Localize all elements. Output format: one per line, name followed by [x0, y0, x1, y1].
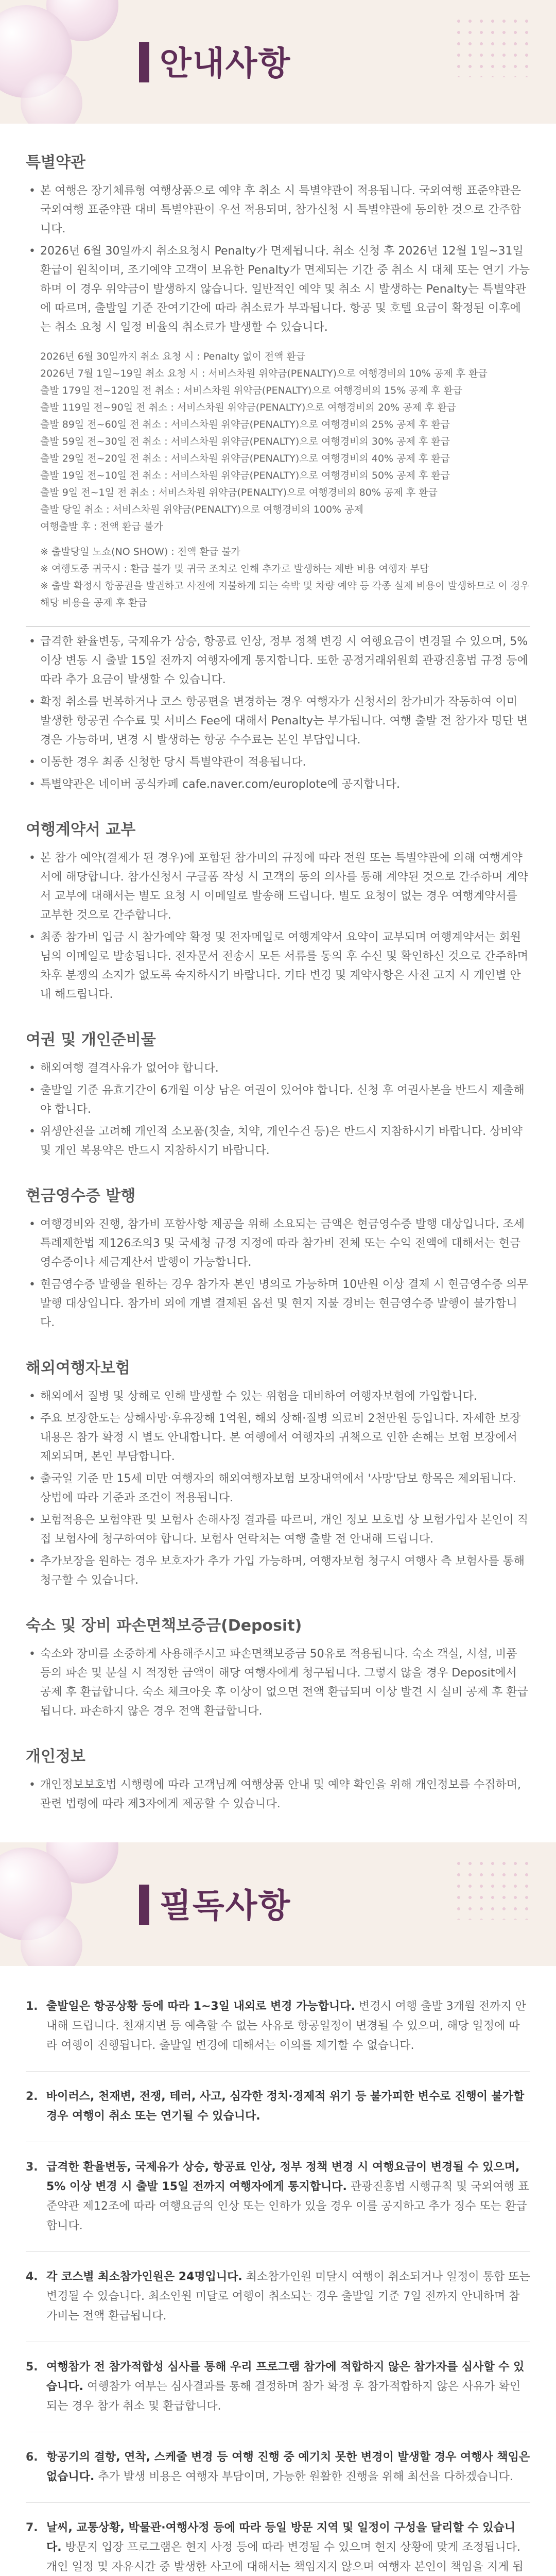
title-accent-bar	[139, 42, 149, 82]
bullet-item: • 특별약관은 네이버 공식카페 cafe.naver.com/europlote에 공지합니다.	[26, 775, 530, 794]
bullet-list	[26, 1387, 530, 1590]
section-title: 여권 및 개인준비물	[26, 1031, 156, 1049]
bullet-item: • 본 참가 예약(결제가 된 경우)에 포함된 참가비의 규정에 따라 전원 또는 특별약관에 의해 여행계약서에 해당합니다. 참가신청서 구글폼 작성 시 고객의 동의 의사를 통해 계약된 것으로 간주하며 계약서 교부에 대해서는 별도 요청 시 이메일로 발송해 드립니다. 별도 요청이 없는 경우 여행계약서를 교부한 것으로 간주합니다.	[26, 849, 530, 925]
bullet-item: • 해외에서 질병 및 상해로 인해 발생할 수 있는 위험을 대비하여 여행자보험에 가입합니다.	[26, 1387, 530, 1406]
dot-pattern-decoration	[453, 15, 535, 77]
bullet-item: • 위생안전을 고려해 개인적 소모품(칫솔, 치약, 개인수건 등)은 반드시 지참하시기 바랍니다. 상비약 및 개인 복용약은 반드시 지참하시기 바랍니다.	[26, 1122, 530, 1160]
item-text: 변경시 여행 출발 3개월 전까지 안내해 드립니다. 천재지변 등 예측할 수 없는 사유로 항공일정이 변경될 수 있으며, 해당 일정에 따라 여행이 진행됩니다. 출발일 변경에 대해서는 이의를 제기할 수 없습니다.	[46, 2000, 527, 2052]
item-number: 3.	[26, 2161, 38, 2174]
essential-list	[26, 1981, 530, 2576]
essential-item	[26, 2252, 530, 2342]
bullet-item: • 주요 보장한도는 상해사망·후유장해 1억원, 해외 상해·질병 의료비 2천만원 등입니다. 자세한 보장내용은 참가 확정 시 별도 안내합니다. 본 여행에서 여행자의 귀책으로 인한 손해는 보험 보장에서 제외되며, 본인 부담합니다.	[26, 1409, 530, 1466]
section-title: 해외여행자보험	[26, 1359, 130, 1377]
bullet-item: • 이동한 경우 최종 신청한 당시 특별약관이 적용됩니다.	[26, 753, 530, 772]
bullet-list	[26, 1775, 530, 1814]
section-title: 개인정보	[26, 1748, 85, 1766]
item-number: 1.	[26, 2000, 38, 2013]
essential-item	[26, 2342, 530, 2432]
bullet-item: • 현금영수증 발행을 원하는 경우 참가자 본인 명의로 가능하며 10만원 이상 결제 시 현금영수증 의무발행 대상입니다. 참가비 외에 개별 결제된 옵션 및 현지 지불 경비는 현금영수증 발행이 불가합니다.	[26, 1275, 530, 1332]
bullet-list	[26, 181, 530, 337]
section-title: 특별약관	[26, 154, 85, 172]
title-accent-bar	[139, 1885, 149, 1925]
penalty-line: 출발 179일 전~120일 전 취소 : 서비스차원 위약금(PENALTY)으로 여행경비의 15% 공제 후 환급	[40, 385, 463, 396]
bullet-item: • 추가보장을 원하는 경우 보호자가 추가 가입 가능하며, 여행자보험 청구시 여행사 측 보험사를 통해 청구할 수 있습니다.	[26, 1552, 530, 1590]
essential-banner	[0, 1842, 556, 1966]
note-line: ※ 출발 확정시 항공권을 발권하고 사전에 지불하게 되는 숙박 및 차량 예약 등 각종 실제 비용이 발생하므로 이 경우 해당 비용을 공제 후 환급	[40, 580, 530, 608]
penalty-line: 2026년 7월 1일~19일 취소 요청 시 : 서비스차원 위약금(PENALTY)으로 여행경비의 10% 공제 후 환급	[40, 368, 488, 379]
penalty-notes	[26, 544, 530, 612]
penalty-line: 출발 19일 전~10일 전 취소 : 서비스차원 위약금(PENALTY)으로 여행경비의 50% 공제 후 환급	[40, 470, 450, 481]
penalty-schedule	[26, 348, 530, 535]
bullet-item: • 개인정보보호법 시행령에 따라 고객님께 여행상품 안내 및 예약 확인을 위해 개인정보를 수집하며, 관련 법령에 따라 제3자에게 제공할 수 있습니다.	[26, 1775, 530, 1814]
bullet-list	[26, 1215, 530, 1332]
item-number: 7.	[26, 2521, 38, 2534]
item-emphasis: 바이러스, 천재변, 전쟁, 테러, 사고, 심각한 정치·경제적 위기 등 불가피한 변수로 진행이 불가할 경우 여행이 취소 또는 연기될 수 있습니다.	[46, 2090, 525, 2123]
item-text: 방문지 입장 프로그램은 현지 사정 등에 따라 변경될 수 있으며 현지 상황에 맞게 조정됩니다. 개인 일정 및 자유시간 중 발생한 사고에 대해서는 책임지지 않으며 여행자 본인이 책임을 지게 됩	[46, 2541, 524, 2573]
bullet-item: • 출국일 기준 만 15세 미만 여행자의 해외여행자보험 보장내역에서 '사망'담보 항목은 제외됩니다. 상법에 따라 기준과 조건이 적용됩니다.	[26, 1469, 530, 1507]
bullet-item: • 출발일 기준 유효기간이 6개월 이상 남은 여권이 있어야 합니다. 신청 후 여권사본을 반드시 제출해야 합니다.	[26, 1081, 530, 1119]
bullet-item: • 본 여행은 장기체류형 여행상품으로 예약 후 취소 시 특별약관이 적용됩니다. 국외여행 표준약관은 국외여행 표준약관 대비 특별약관이 우선 적용되며, 참가신청 시 특별약관에 동의한 것으로 간주합니다.	[26, 181, 530, 239]
item-emphasis: 각 코스별 최소참가인원은 24명입니다.	[46, 2270, 242, 2283]
section-title: 현금영수증 발행	[26, 1187, 136, 1205]
essential-item	[26, 1981, 530, 2072]
section-title: 숙소 및 장비 파손면책보증금(Deposit)	[26, 1617, 302, 1635]
essential-item	[26, 2503, 530, 2576]
bullet-item: • 확정 취소를 번복하거나 코스 항공편을 변경하는 경우 여행자가 신청서의 참가비가 작동하여 이미 발생한 항공권 수수료 및 서비스 Fee에 대해서 Penalty는 부가됩니다. 여행 출발 전 참가자 명단 변경은 가능하며, 변경 시 발생하는 항공 수수료는 본인 부담입니다.	[26, 692, 530, 750]
item-number: 4.	[26, 2270, 38, 2283]
item-text: 최소참가인원 미달시 여행이 취소되거나 일정이 통합 또는 변경될 수 있습니다. 최소인원 미달로 여행이 취소되는 경우 출발일 기준 7일 전까지 안내하며 참가비는 전액 환급됩니다.	[46, 2270, 530, 2323]
bullet-item: • 해외여행 결격사유가 없어야 합니다.	[26, 1059, 530, 1078]
info-title: 안내사항	[160, 45, 291, 83]
note-line: ※ 출발당일 노쇼(NO SHOW) : 전액 환급 불가	[40, 546, 240, 557]
bullet-list	[26, 1645, 530, 1721]
bullet-item: • 여행경비와 진행, 참가비 포함사항 제공을 위해 소요되는 금액은 현금영수증 발행 대상입니다. 조세특례제한법 제126조의3 및 국세청 규정 지정에 따라 참가비 전체 또는 수익 전액에 대해서는 현금영수증이나 세금계산서 발행이 가능합니다.	[26, 1215, 530, 1272]
bullet-item: • 숙소와 장비를 소중하게 사용해주시고 파손면책보증금 50유로 적용됩니다. 숙소 객실, 시설, 비품 등의 파손 및 분실 시 적정한 금액이 해당 여행자에게 청구됩니다. 그렇지 않을 경우 Deposit에서 공제 후 환급합니다. 숙소 체크아웃 후 이상이 없으면 전액 환급되며 이상 발견 시 실비 공제 후 환급됩니다. 파손하지 않은 경우 전액 환급합니다.	[26, 1645, 530, 1721]
essential-content	[0, 1966, 556, 2576]
bullet-list	[26, 849, 530, 1004]
item-emphasis: 출발일은 항공상황 등에 따라 1~3일 내외로 변경 가능합니다.	[46, 2000, 355, 2013]
note-line: ※ 여행도중 귀국시 : 환급 불가 및 귀국 조치로 인해 추가로 발생하는 제반 비용 여행자 부담	[40, 563, 429, 574]
item-emphasis: 여행참가 전 참가적합성 심사를 통해 우리 프로그램 참가에 적합하지 않은 참가자를 심사할 수 있습니다.	[46, 2361, 525, 2393]
item-emphasis: 급격한 환율변동, 국제유가 상승, 항공료 인상, 정부 정책 변경 시 여행요금이 변경될 수 있으며, 5% 이상 변경 시 출발 15일 전까지 여행자에게 통지합니다.	[46, 2161, 520, 2193]
item-emphasis: 항공기의 결항, 연착, 스케줄 변경 등 여행 진행 중 예기치 못한 변경이 발생할 경우 여행사 책임은 없습니다.	[46, 2451, 530, 2483]
essential-item	[26, 2072, 530, 2142]
essential-title: 필독사항	[160, 1887, 291, 1925]
item-text: 추가 발생 비용은 여행자 부담이며, 가능한 원활한 진행을 위해 최선을 다하겠습니다.	[94, 2470, 513, 2483]
penalty-line: 출발 89일 전~60일 전 취소 : 서비스차원 위약금(PENALTY)으로 여행경비의 25% 공제 후 환급	[40, 419, 450, 430]
info-content	[0, 124, 556, 1842]
item-text: 관광진흥법 시행규칙 및 국외여행 표준약관 제12조에 따라 여행요금의 인상 또는 인하가 있을 경우 이를 공지하고 추가 징수 또는 환급합니다.	[46, 2180, 529, 2232]
info-banner	[0, 0, 556, 124]
bullet-item: • 2026년 6월 30일까지 취소요청시 Penalty가 면제됩니다. 취소 신청 후 2026년 12월 1일~31일 환급이 원칙이며, 조기예약 고객이 보유한 Penalty가 면제되는 기간 중 취소 시 대체 또는 연기 가능하며 이 경우 위약금이 발생하지 않습니다. 일반적인 예약 및 취소 시 발생하는 Penalty는 특별약관에 따르며, 출발일 기준 잔여기간에 따라 취소료가 부과됩니다. 항공 및 호텔 요금이 확정된 이후에는 취소 요청 시 일정 비율의 취소료가 발생할 수 있습니다.	[26, 242, 530, 337]
penalty-line: 여행출발 후 : 전액 환급 불가	[40, 521, 163, 532]
penalty-line: 출발 119일 전~90일 전 취소 : 서비스차원 위약금(PENALTY)으로 여행경비의 20% 공제 후 환급	[40, 402, 457, 413]
item-emphasis: 날씨, 교통상황, 박물관·여행사정 등에 따라 등일 방문 지역 및 일정이 구성을 달리할 수 있습니다.	[46, 2521, 515, 2554]
penalty-line: 출발 59일 전~30일 전 취소 : 서비스차원 위약금(PENALTY)으로 여행경비의 30% 공제 후 환급	[40, 436, 450, 447]
bullet-item: • 보험적용은 보험약관 및 보험사 손해사정 결과를 따르며, 개인 정보 보호법 상 보험가입자 본인이 직접 보험사에 청구하여야 합니다. 보험사 연락처는 여행 출발 전 안내해 드립니다.	[26, 1511, 530, 1549]
divider	[26, 626, 530, 627]
penalty-line: 2026년 6월 30일까지 취소 요청 시 : Penalty 없이 전액 환급	[40, 351, 306, 362]
bullet-item: • 급격한 환율변동, 국제유가 상승, 항공료 인상, 정부 정책 변경 시 여행요금이 변경될 수 있으며, 5% 이상 변동 시 출발 15일 전까지 여행자에게 통지합니다. 또한 공정거래위원회 관광진흥법 규정 등에 따라 추가 요금이 발생할 수 있습니다.	[26, 632, 530, 689]
essential-item	[26, 2432, 530, 2503]
essential-item	[26, 2142, 530, 2252]
item-text: 여행참가 여부는 심사결과를 통해 결정하며 참가 확정 후 참가적합하지 않은 사유가 확인되는 경우 참가 취소 및 환급합니다.	[46, 2380, 521, 2413]
section-title: 여행계약서 교부	[26, 821, 136, 839]
bullet-list	[26, 1059, 530, 1160]
dot-pattern-decoration	[453, 1858, 535, 1920]
penalty-line: 출발 당일 취소 : 서비스차원 위약금(PENALTY)으로 여행경비의 100% 공제	[40, 504, 363, 515]
item-number: 6.	[26, 2451, 38, 2464]
penalty-line: 출발 29일 전~20일 전 취소 : 서비스차원 위약금(PENALTY)으로 여행경비의 40% 공제 후 환급	[40, 453, 450, 464]
bullet-item: • 최종 참가비 입금 시 참가예약 확정 및 전자메일로 여행계약서 요약이 교부되며 여행계약서는 회원님의 이메일로 발송됩니다. 전자문서 전송시 모든 서류를 동의 후 수신 및 확인하신 것으로 간주하며 차후 분쟁의 소지가 없도록 숙지하시기 바랍니다. 기타 변경 및 계약사항은 사전 고지 시 개인별 안내 해드립니다.	[26, 928, 530, 1004]
bullet-list	[26, 632, 530, 794]
penalty-line: 출발 9일 전~1일 전 취소 : 서비스차원 위약금(PENALTY)으로 여행경비의 80% 공제 후 환급	[40, 487, 438, 498]
item-number: 5.	[26, 2361, 38, 2374]
item-number: 2.	[26, 2090, 38, 2103]
